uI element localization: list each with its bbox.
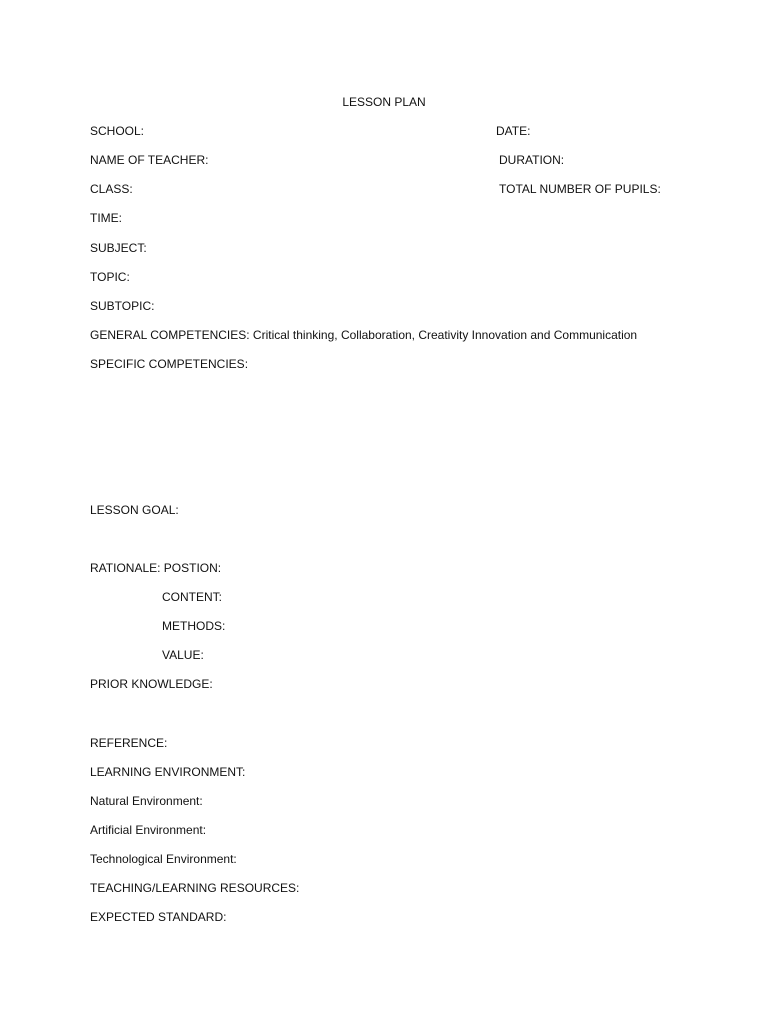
school-label: SCHOOL: (90, 124, 145, 138)
expected-standard-label: EXPECTED STANDARD: (90, 910, 227, 924)
date-label: DATE: (496, 124, 531, 138)
specific-competencies-label: SPECIFIC COMPETENCIES: (90, 357, 249, 371)
teacher-name-label: NAME OF TEACHER: (90, 153, 209, 167)
learning-environment-label: LEARNING ENVIRONMENT: (90, 765, 246, 779)
rationale-position-label: RATIONALE: POSTION: (90, 561, 222, 575)
topic-label: TOPIC: (90, 270, 130, 284)
artificial-environment-label: Artificial Environment: (90, 823, 207, 837)
total-pupils-label: TOTAL NUMBER OF PUPILS: (499, 182, 661, 196)
general-competencies-line: GENERAL COMPETENCIES: Critical thinking, Collaboration, Creativity Innovation and Communication (90, 328, 638, 342)
page-title: LESSON PLAN (342, 95, 426, 109)
subtopic-label: SUBTOPIC: (90, 299, 155, 313)
class-label: CLASS: (90, 182, 133, 196)
technological-environment-label: Technological Environment: (90, 852, 237, 866)
teaching-resources-label: TEACHING/LEARNING RESOURCES: (90, 881, 300, 895)
reference-label: REFERENCE: (90, 736, 168, 750)
time-label: TIME: (90, 211, 122, 225)
rationale-value-label: VALUE: (162, 648, 204, 662)
lesson-goal-label: LESSON GOAL: (90, 503, 179, 517)
subject-label: SUBJECT: (90, 241, 147, 255)
prior-knowledge-label: PRIOR KNOWLEDGE: (90, 677, 213, 691)
rationale-methods-label: METHODS: (162, 619, 226, 633)
natural-environment-label: Natural Environment: (90, 794, 203, 808)
duration-label: DURATION: (499, 153, 565, 167)
rationale-content-label: CONTENT: (162, 590, 222, 604)
